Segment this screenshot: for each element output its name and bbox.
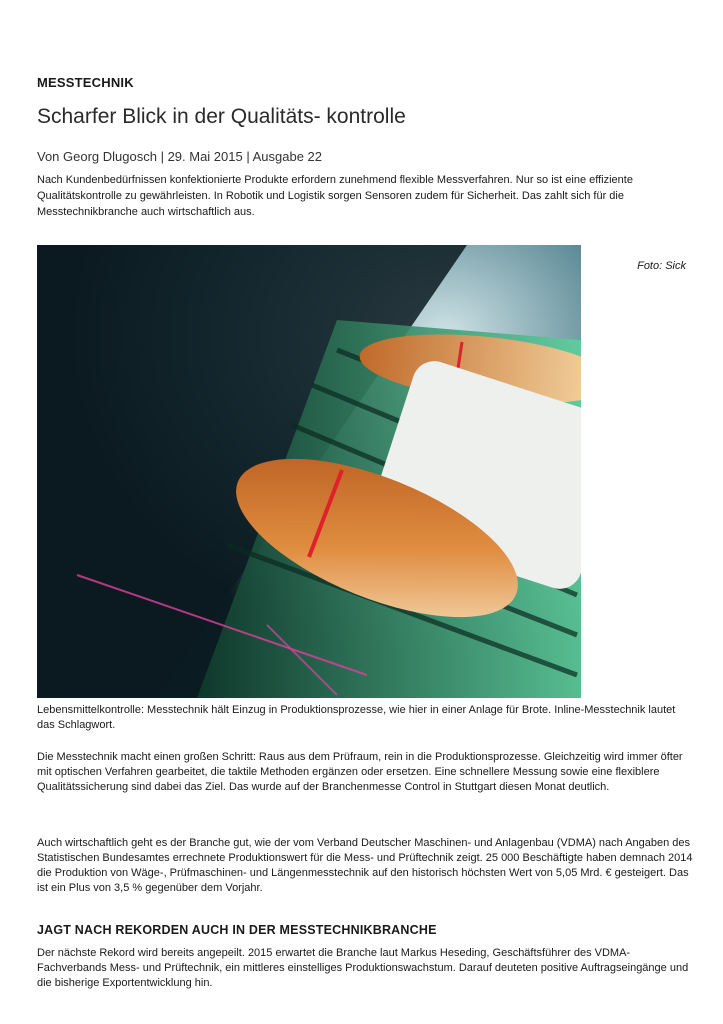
article-photo	[37, 245, 581, 698]
body-paragraph-1: Die Messtechnik macht einen großen Schritt: Raus aus dem Prüfraum, rein in die Produktionsprozesse. Gleichzeitig wird immer öfter mit optischen Verfahren gearbeitet, die taktile Methoden ergänzen oder ersetzen. Eine schnellere Messung sowie eine flexiblere Qualitätssicherung sind dabei das Ziel. Das wurde auf der Branchenmesse Control in Stuttgart diesen Monat deutlich.	[37, 751, 683, 793]
body-paragraph-3: Der nächste Rekord wird bereits angepeilt. 2015 erwartet die Branche laut Markus Heseding, Geschäftsführer des VDMA-Fachverbands Mess- und Prüftechnik, ein mittleres einstelliges Produktionswachstum. Darauf deuteten positive Auftragseingänge und die bisherige Exportentwicklung hin.	[37, 947, 689, 989]
byline: Von Georg Dlugosch | 29. Mai 2015 | Ausgabe 22	[37, 149, 323, 164]
body-paragraph-2: Auch wirtschaftlich geht es der Branche gut, wie der vom Verband Deutscher Maschinen- und Anlagenbau (VDMA) nach Angaben des Statistischen Bundesamtes errechnete Produktionswert für die Mess- und Prüftechnik zeigt. 25 000 Beschäftigte haben demnach 2014 die Produktion von Wäge-, Prüfmaschinen- und Längenmesstechnik auf den historisch höchsten Wert von 5,05 Mrd. € gesteigert. Das ist ein Plus von 3,5 % gegenüber dem Vorjahr.	[37, 837, 693, 894]
photo-credit: Foto: Sick	[637, 260, 686, 272]
photo-caption: Lebensmittelkontrolle: Messtechnik hält Einzug in Produktionsprozesse, wie hier in einer Anlage für Brote. Inline-Messtechnik lautet das Schlagwort.	[37, 704, 676, 731]
article-title: Scharfer Blick in der Qualitäts- kontrolle	[37, 105, 406, 128]
section-label: MESSTECHNIK	[37, 75, 134, 90]
bread-inspection-illustration	[37, 245, 581, 698]
subheading: JAGT NACH REKORDEN AUCH IN DER MESSTECHNIKBRANCHE	[37, 923, 437, 937]
lead-paragraph: Nach Kundenbedürfnissen konfektionierte Produkte erfordern zunehmend flexible Messverfahren. Nur so ist eine effiziente Qualitätskontrolle zu gewährleisten. In Robotik und Logistik sorgen Sensoren zudem für Sicherheit. Das zahlt sich für die Messtechnikbranche auch wirtschaftlich aus.	[37, 174, 633, 218]
